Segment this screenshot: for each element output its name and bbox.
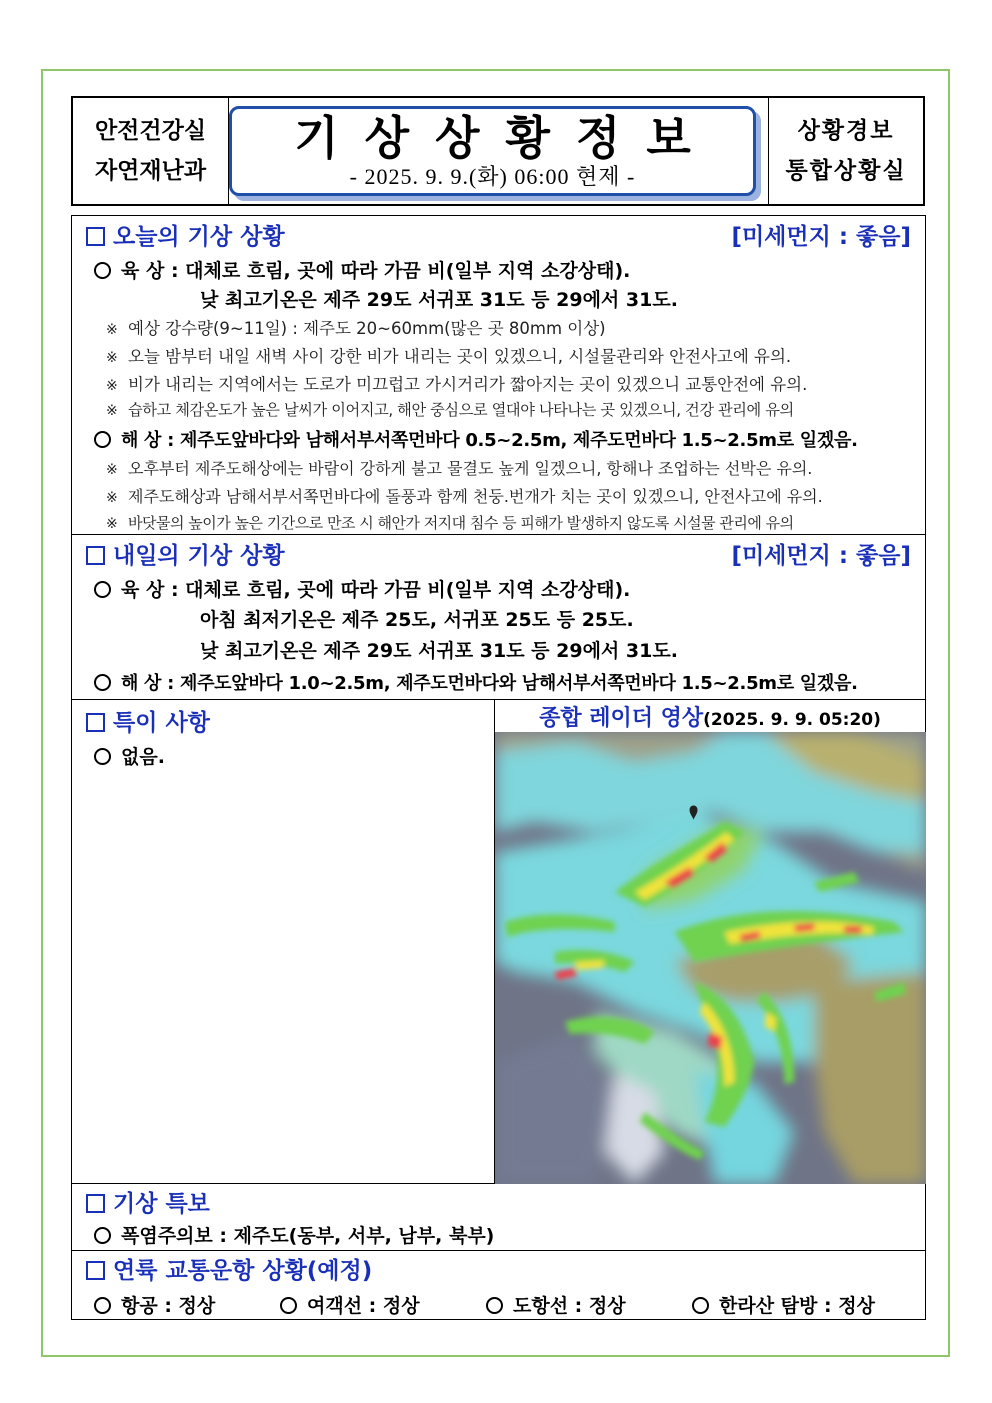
title-box: [229, 106, 756, 196]
circle-bullet-icon: [94, 1297, 111, 1314]
situation-room: [768, 98, 923, 204]
circle-bullet-icon: [486, 1297, 503, 1314]
warning-section: [72, 1184, 925, 1251]
tomorrow-fine-dust: [미세먼지 : 좋음]: [731, 543, 911, 569]
traffic-item-air: 항공 : 정상: [94, 1291, 215, 1318]
issuing-department: [73, 98, 229, 204]
today-note: ※ 습하고 체감온도가 높은 날씨가 이어지고, 해안 중심으로 열대야 나타나는 곳 있겠으니, 건강 관리에 유의: [106, 401, 794, 419]
today-heading: 오늘의 기상 상황: [86, 218, 285, 251]
report-body: [71, 215, 926, 1320]
today-fine-dust: [미세먼지 : 좋음]: [731, 224, 911, 250]
special-heading: 특이 사항: [86, 704, 210, 737]
special-item: 없음.: [94, 742, 165, 769]
checkbox-icon: [86, 1194, 105, 1213]
today-sea-note: ※ 바닷물의 높이가 높은 기간으로 만조 시 해안가 저지대 침수 등 피해가 발생하지 않도록 시설물 관리에 유의: [106, 514, 794, 532]
circle-bullet-icon: [94, 1227, 111, 1244]
traffic-item-hallasan: 한라산 탐방 : 정상: [692, 1291, 875, 1318]
checkbox-icon: [86, 227, 105, 246]
tomorrow-land-line-2: 아침 최저기온은 제주 25도, 서귀포 25도 등 25도.: [200, 609, 634, 631]
department-line-2: 자연재난과: [94, 158, 207, 184]
radar-timestamp: (2025. 9. 9. 05:20): [703, 710, 881, 730]
today-land-line-1: 육 상 : 대체로 흐림, 곳에 따라 가끔 비(일부 지역 소강상태).: [94, 256, 630, 283]
tomorrow-heading: 내일의 기상 상황: [86, 537, 285, 570]
situation-line-2: 통합상황실: [785, 158, 907, 184]
warning-heading: 기상 특보: [86, 1185, 210, 1218]
page-title: 기상상황정보: [294, 111, 717, 165]
today-section: [72, 216, 925, 535]
today-note: ※ 오늘 밤부터 내일 새벽 사이 강한 비가 내리는 곳이 있겠으니, 시설물관리와 안전사고에 유의.: [106, 347, 792, 366]
circle-bullet-icon: [94, 431, 111, 448]
today-note: ※ 비가 내리는 지역에서는 도로가 미끄럽고 가시거리가 짧아지는 곳이 있겠으니 교통안전에 유의.: [106, 375, 808, 394]
tomorrow-sea-line: 해 상 : 제주도앞바다 1.0~2.5m, 제주도먼바다와 남해서부서쪽먼바다 1.5~2.5m로 일겠음.: [94, 669, 858, 695]
circle-bullet-icon: [94, 748, 111, 765]
circle-bullet-icon: [280, 1297, 297, 1314]
today-note: ※ 예상 강수량(9~11일) : 제주도 20~60mm(많은 곳 80mm 이상): [106, 319, 606, 338]
tomorrow-land-line-3: 낮 최고기온은 제주 29도 서귀포 31도 등 29에서 31도.: [200, 640, 678, 662]
department-line-1: 안전건강실: [94, 118, 207, 144]
radar-title: 종합 레이더 영상(2025. 9. 9. 05:20): [539, 706, 881, 731]
tomorrow-section: [72, 535, 925, 700]
traffic-heading: 연륙 교통운항 상황(예정): [86, 1252, 372, 1285]
circle-bullet-icon: [94, 674, 111, 691]
today-land-line-2: 낮 최고기온은 제주 29도 서귀포 31도 등 29에서 31도.: [200, 289, 678, 311]
radar-image: [494, 732, 926, 1184]
today-sea-note: ※ 제주도해상과 남해서부서쪽먼바다에 돌풍과 함께 천둥.번개가 치는 곳이 있겠으니, 안전사고에 유의.: [106, 487, 823, 506]
circle-bullet-icon: [94, 262, 111, 279]
warning-item: 폭염주의보 : 제주도(동부, 서부, 남부, 북부): [94, 1221, 494, 1248]
today-sea-note: ※ 오후부터 제주도해상에는 바람이 강하게 불고 물결도 높게 일겠으니, 항해나 조업하는 선박은 유의.: [106, 459, 813, 478]
traffic-item-ferry: 여객선 : 정상: [280, 1291, 420, 1318]
report-header: [71, 96, 925, 206]
circle-bullet-icon: [94, 581, 111, 598]
tomorrow-land-line-1: 육 상 : 대체로 흐림, 곳에 따라 가끔 비(일부 지역 소강상태).: [94, 575, 630, 602]
report-datetime: - 2025. 9. 9.(화) 06:00 현제 -: [349, 164, 636, 189]
situation-line-1: 상황경보: [797, 118, 895, 144]
checkbox-icon: [86, 713, 105, 732]
checkbox-icon: [86, 1261, 105, 1280]
today-sea-line: 해 상 : 제주도앞바다와 남해서부서쪽먼바다 0.5~2.5m, 제주도먼바다 1.5~2.5m로 일겠음.: [94, 426, 858, 452]
traffic-item-island-ferry: 도항선 : 정상: [486, 1291, 626, 1318]
traffic-section: [72, 1251, 925, 1320]
checkbox-icon: [86, 546, 105, 565]
circle-bullet-icon: [692, 1297, 709, 1314]
